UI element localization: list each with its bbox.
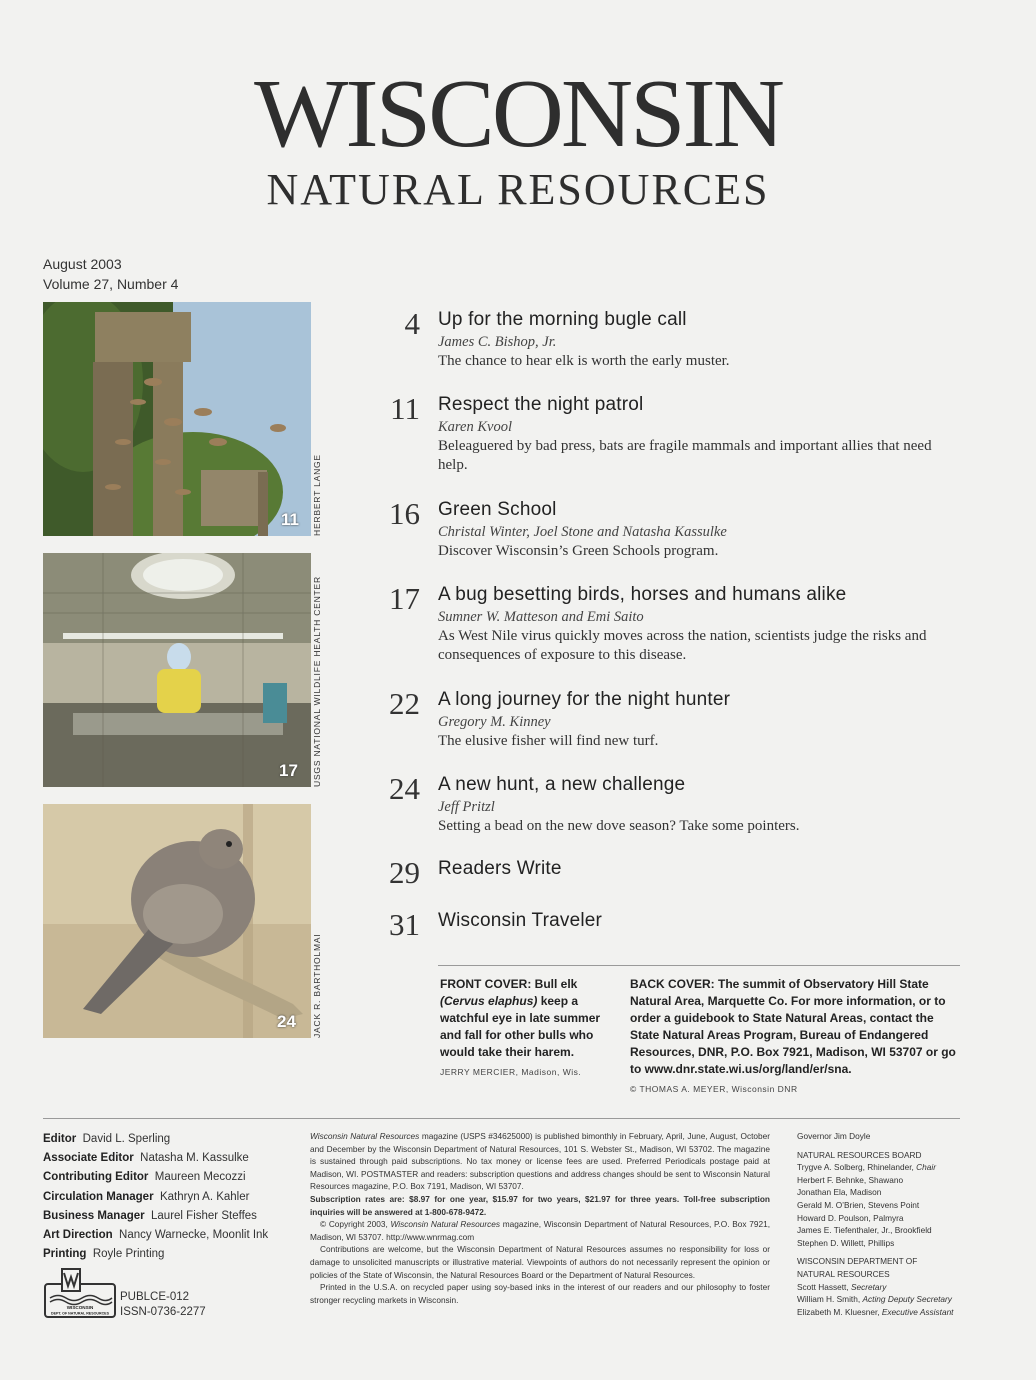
board-chair: Trygve A. Solberg, Rhinelander, — [797, 1162, 917, 1173]
toc-title: Respect the night patrol — [438, 394, 644, 415]
photo-dove — [43, 804, 311, 1038]
toc-title: Wisconsin Traveler — [438, 910, 603, 931]
staff-list — [43, 1130, 268, 1264]
toc-title: Readers Write — [438, 858, 562, 879]
magazine-name: Wisconsin Natural Resources — [390, 1219, 501, 1230]
divider — [43, 1118, 960, 1119]
staff-row — [43, 1207, 268, 1226]
toc-page: 29 — [389, 855, 420, 890]
board-title: NATURAL RESOURCES BOARD — [797, 1149, 922, 1160]
pub-code: PUBLCE-012 — [120, 1291, 190, 1303]
toc-title: A new hunt, a new challenge — [438, 774, 686, 795]
back-cover-note — [630, 976, 960, 1095]
photo-lab — [43, 553, 311, 787]
board-chair-role: Chair — [916, 1162, 936, 1173]
logo-text: WISCONSIN — [66, 1305, 94, 1310]
photo-page-number: 11 — [281, 510, 299, 529]
front-cover-species: (Cervus elaphus) — [440, 994, 538, 1008]
divider — [438, 965, 960, 966]
photo-page-number: 17 — [279, 761, 298, 780]
photo-credit: JACK R. BARTHOLMAI — [312, 933, 322, 1038]
officer-role: Executive Assistant — [881, 1306, 954, 1317]
front-cover-text: keep a watchful eye in late summer and fall for other bulls who would take their harem. — [440, 994, 601, 1059]
staff-name: Maureen Mecozzi — [154, 1171, 246, 1184]
publication-codes — [120, 1290, 206, 1320]
magazine-name: Wisconsin Natural Resources — [310, 1131, 420, 1141]
photo-credit: USGS NATIONAL WILDLIFE HEALTH CENTER — [312, 576, 322, 787]
toc-description: The chance to hear elk is worth the early muster. — [438, 353, 730, 369]
toc-page: 11 — [390, 391, 420, 426]
publication-notice — [310, 1130, 770, 1306]
staff-name: Laurel Fisher Steffes — [151, 1209, 257, 1222]
masthead-title: WISCONSIN — [254, 60, 782, 168]
staff-name: Kathryn A. Kahler — [159, 1190, 250, 1203]
copyright-text: magazine, Wisconsin Department of Natural Resources, P.O. Box 7921, Madison, WI 53707. http://www.wnrmag.com — [310, 1219, 770, 1242]
toc-author: Gregory M. Kinney — [438, 714, 551, 730]
toc-title: Green School — [438, 499, 557, 520]
board-member: Jonathan Ela, Madison — [797, 1187, 882, 1198]
toc-description: Beleaguered by bad press, bats are fragile mammals and important allies that need help. — [438, 438, 932, 473]
officer-name: William H. Smith, — [797, 1294, 863, 1305]
staff-row — [43, 1130, 268, 1149]
toc-title: A bug besetting birds, horses and humans alike — [438, 584, 847, 605]
toc-page: 24 — [389, 771, 420, 806]
toc-title: A long journey for the night hunter — [438, 689, 731, 710]
toc-title: Up for the morning bugle call — [438, 309, 687, 330]
toc-page: 16 — [389, 496, 420, 531]
toc-page: 17 — [389, 581, 420, 616]
toc-description: Discover Wisconsin’s Green Schools program. — [438, 543, 719, 559]
toc-author: Sumner W. Matteson and Emi Saito — [438, 609, 644, 625]
subscription-rates: Subscription rates are: $8.97 for one year, $15.97 for two years, $21.97 for three years. Toll-free subscription inquiries will be answered at 1-800-678-9472. — [310, 1193, 770, 1217]
back-cover-credit: © THOMAS A. MEYER, Wisconsin DNR — [630, 1084, 798, 1094]
toc-description: Setting a bead on the new dove season? Take some pointers. — [438, 818, 800, 834]
board-list — [797, 1130, 967, 1318]
staff-role: Circulation Manager — [43, 1190, 154, 1203]
officer-name: Scott Hassett, — [797, 1281, 851, 1292]
copyright-text: © Copyright 2003, — [320, 1219, 391, 1230]
staff-name: Royle Printing — [92, 1248, 165, 1261]
masthead — [0, 60, 1036, 214]
front-cover-text: Bull elk — [531, 977, 578, 991]
photo-bats — [43, 302, 311, 536]
toc-author: Karen Kvool — [438, 419, 512, 435]
dept-title: NATURAL RESOURCES — [797, 1268, 890, 1279]
staff-row — [43, 1226, 268, 1245]
staff-row — [43, 1245, 268, 1264]
staff-name: David L. Sperling — [82, 1133, 171, 1145]
staff-row — [43, 1149, 268, 1168]
board-member: Gerald M. O’Brien, Stevens Point — [797, 1199, 920, 1210]
photo-page-number: 24 — [277, 1012, 296, 1031]
staff-role: Associate Editor — [43, 1152, 134, 1165]
governor: Governor Jim Doyle — [797, 1131, 871, 1141]
issue-volume: Volume 27, Number 4 — [43, 276, 179, 292]
board-member: James E. Tiefenthaler, Jr., Brookfield — [797, 1225, 932, 1236]
dept-title: WISCONSIN DEPARTMENT OF — [797, 1256, 918, 1267]
contributions-text: Contributions are welcome, but the Wisconsin Department of Natural Resources assumes no responsibility for loss or damage to unsolicited manuscripts or illustrative material. Viewpoints of authors do not necessarily represent the opinion or policies of the State of Wisconsin, the Natural Resources Board or the Department of Natural Resources. — [310, 1244, 770, 1280]
front-cover-credit: JERRY MERCIER, Madison, Wis. — [440, 1067, 582, 1077]
staff-role: Art Direction — [43, 1229, 113, 1242]
toc-page: 22 — [389, 686, 420, 721]
toc-page: 31 — [389, 907, 420, 942]
officer-name: Elizabeth M. Kluesner, — [797, 1306, 882, 1317]
staff-role: Contributing Editor — [43, 1171, 149, 1184]
toc-description: The elusive fisher will find new turf. — [438, 733, 659, 749]
toc-page: 4 — [404, 306, 420, 341]
issue-info — [43, 254, 178, 294]
dnr-logo-icon — [44, 1268, 116, 1318]
masthead-subtitle: NATURAL RESOURCES — [266, 165, 770, 214]
staff-role: Printing — [43, 1248, 87, 1261]
photo-credit: HERBERT LANGE — [312, 454, 322, 536]
issue-date: August 2003 — [43, 256, 122, 272]
staff-name: Natasha M. Kassulke — [140, 1152, 249, 1165]
officer-role: Acting Deputy Secretary — [862, 1294, 952, 1305]
staff-name: Nancy Warnecke, Moonlit Ink — [119, 1229, 269, 1242]
front-cover-label: FRONT COVER: — [440, 977, 532, 991]
staff-row — [43, 1188, 268, 1207]
toc-author: Christal Winter, Joel Stone and Natasha Kassulke — [438, 524, 727, 540]
toc-author: Jeff Pritzl — [438, 799, 495, 815]
board-member: Herbert F. Behnke, Shawano — [797, 1174, 904, 1185]
back-cover-text: BACK COVER: The summit of Observatory Hill State Natural Area, Marquette Co. For more information, or to order a guidebook to State Natural Areas, contact the State Natural Areas Program, Bureau of Endangered Resources, DNR, P.O. Box 7921, Madison, WI 53707 or go to www.dnr.state.wi.us/org/land/er/sna. — [630, 977, 956, 1076]
logo-text: DEPT. OF NATURAL RESOURCES — [51, 1311, 109, 1316]
toc-author: James C. Bishop, Jr. — [438, 334, 557, 350]
board-member: Howard D. Poulson, Palmyra — [797, 1212, 904, 1223]
staff-role: Editor — [43, 1133, 77, 1145]
issn: ISSN-0736-2277 — [120, 1306, 206, 1318]
staff-role: Business Manager — [43, 1209, 145, 1222]
board-member: Stephen D. Willett, Phillips — [797, 1237, 895, 1248]
officer-role: Secretary — [850, 1281, 887, 1292]
toc-description: As West Nile virus quickly moves across the nation, scientists judge the risks and consequences of exposure to this disease. — [438, 628, 927, 663]
printing-text: Printed in the U.S.A. on recycled paper using soy-based inks in the interest of our readers and our philosophy to foster stronger recycling markets in Wisconsin. — [310, 1282, 770, 1305]
front-cover-note — [440, 976, 610, 1078]
staff-row — [43, 1168, 268, 1187]
legal-text: magazine (USPS #34625000) is published bimonthly in February, April, June, August, October and December by the Wisconsin Department of Natural Resources, 101 S. Webster St., Madison, WI 53702. The magazine is sustained through paid subscriptions. No tax money or license fees are used. Preferred Periodicals postage paid at Madison, WI. POSTMASTER and readers: subscription questions and address changes should be sent to Wisconsin Natural Resources magazine, P.O. Box 7191, Madison, WI 53707. — [310, 1131, 771, 1192]
